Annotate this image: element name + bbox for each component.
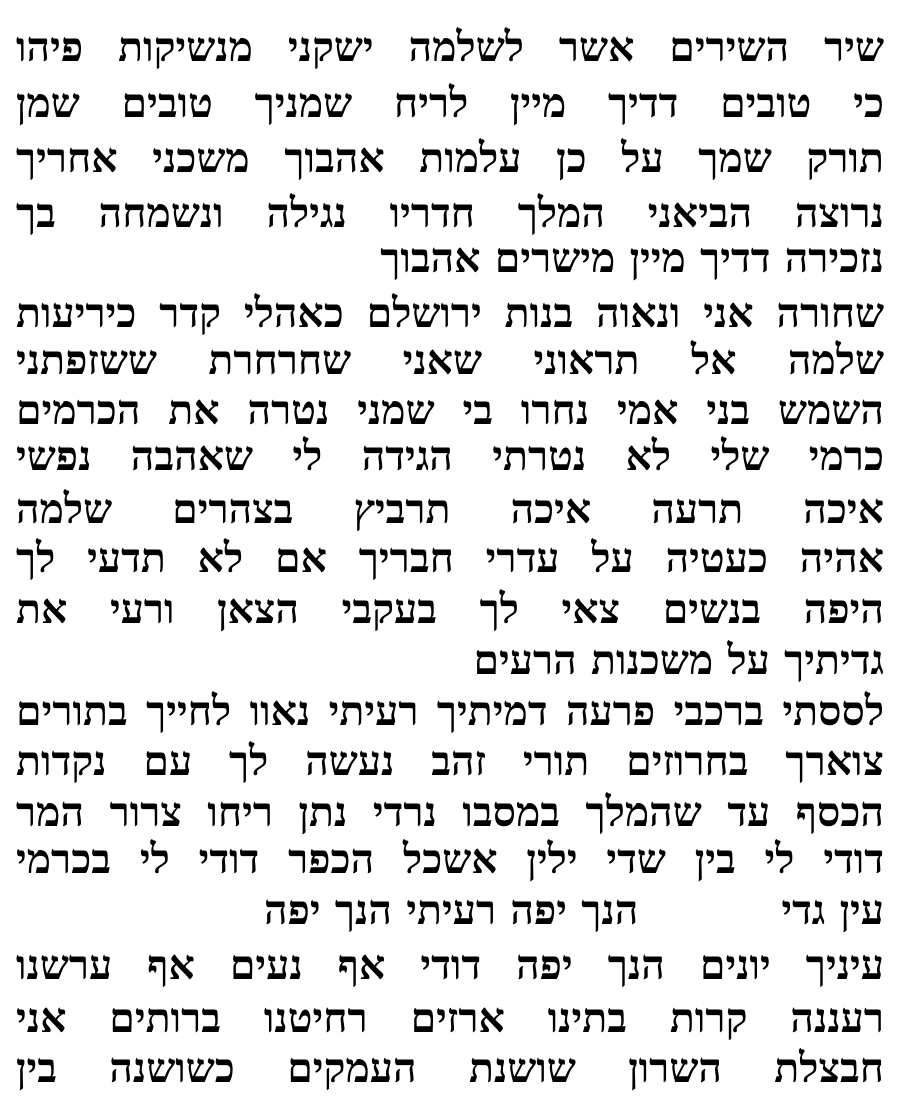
scroll-line: רעננה קרות בתינו ארזים רחיטנו ברותים אני <box>16 994 884 1042</box>
scroll-line: צוארך בחרוזים תורי זהב נעשה לך עם נקדות <box>16 737 884 785</box>
scroll-line: דודי לי בין שדי ילין אשכל הכפר דודי לי בכרמי <box>16 835 884 883</box>
scroll-line: חבצלת השרון שושנת העמקים כשושנה בין <box>16 1044 884 1092</box>
scroll-line: שחורה אני ונאוה בנות ירושלם כאהלי קדר כיריעות <box>16 289 884 337</box>
scroll-line: לססתי ברכבי פרעה דמיתיך רעיתי נאוו לחייך בתורים <box>16 687 884 735</box>
verse-start-segment: הנך יפה רעיתי הנך יפה <box>264 886 639 934</box>
scroll-line: נרוצה הביאני המלך חדריו נגילה ונשמחה בך <box>16 189 884 237</box>
scroll-line: נזכירה דדיך מיין מישרים אהבוך <box>380 234 884 282</box>
scroll-line: אהיה כעטיה על עדרי חבריך אם לא תדעי לך <box>16 534 884 582</box>
scroll-line: שלמה אל תראוני שאני שחרחרת ששזפתני <box>16 336 884 384</box>
scroll-line: איכה תרעה איכה תרביץ בצהרים שלמה <box>16 485 884 533</box>
scroll-line: גדיתיך על משכנות הרעים <box>473 636 884 684</box>
scroll-line: תורק שמך על כן עלמות אהבוך משכני אחריך <box>16 134 884 182</box>
scroll-line: הכסף עד שהמלך במסבו נרדי נתן ריחו צרור המר <box>16 788 884 836</box>
scroll-line: שיר השירים אשר לשלמה ישקני מנשיקות פיהו <box>16 23 884 71</box>
scroll-line: השמש בני אמי נחרו בי שמני נטרה את הכרמים <box>16 386 884 434</box>
scroll-line: כרמי שלי לא נטרתי הגידה לי שאהבה נפשי <box>16 432 884 480</box>
scroll-line: כי טובים דדיך מיין לריח שמניך טובים שמן <box>16 79 884 127</box>
verse-end-segment: עין גדי <box>781 886 884 934</box>
scroll-line-split <box>16 884 884 936</box>
scroll-line: עיניך יונים הנך יפה דודי אף נעים אף ערשנו <box>16 941 884 989</box>
scroll-line: היפה בנשים צאי לך בעקבי הצאן ורעי את <box>16 585 884 633</box>
